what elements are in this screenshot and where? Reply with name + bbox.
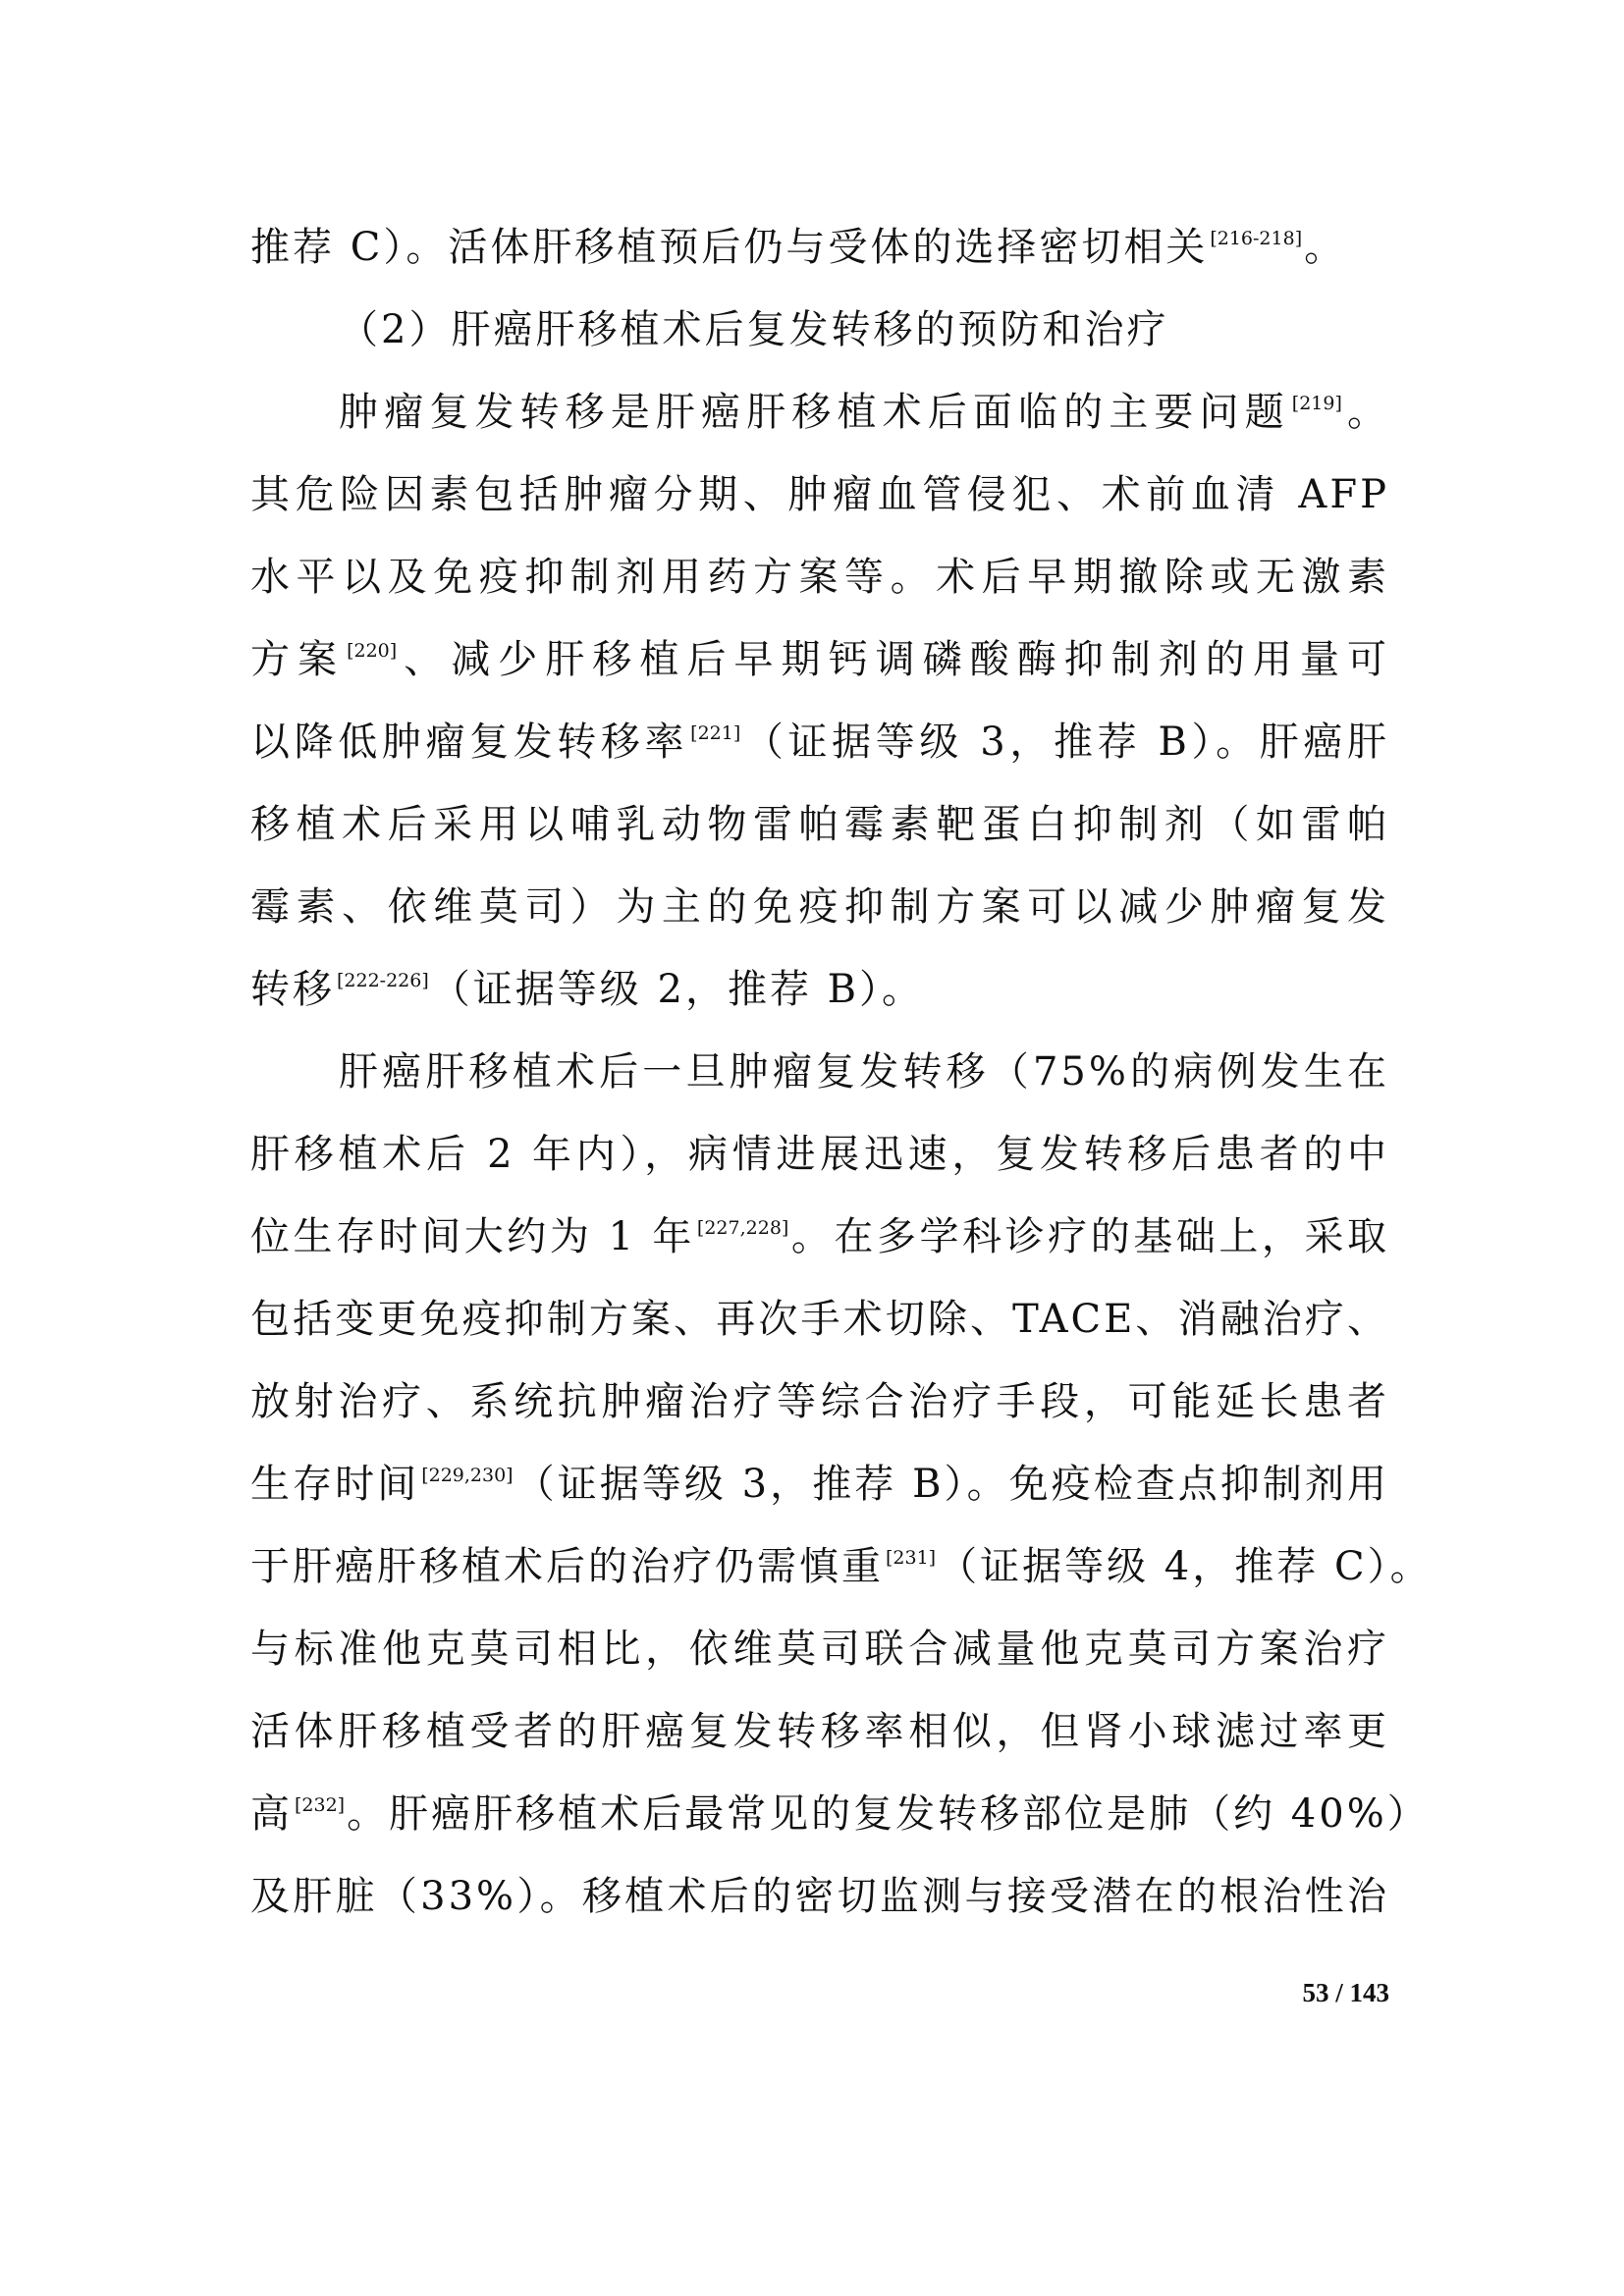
citation-ref: [232] bbox=[295, 1794, 346, 1816]
citation-ref: [227,228] bbox=[696, 1217, 789, 1239]
citation-ref: [229,230] bbox=[421, 1465, 514, 1486]
text-line: 包括变更免疫抑制方案、再次手术切除、TACE、消融治疗、 bbox=[250, 1297, 1389, 1342]
text-line: 霉素、依维莫司）为主的免疫抑制方案可以减少肿瘤复发 bbox=[250, 884, 1389, 930]
text-line bbox=[250, 1196, 1389, 1278]
text-line: 与标准他克莫司相比，依维莫司联合减量他克莫司方案治疗 bbox=[250, 1627, 1389, 1672]
text-line: 肝移植术后 2 年内），病情进展迅速，复发转移后患者的中 bbox=[250, 1132, 1389, 1177]
text-segment: 生存时间 bbox=[250, 1462, 420, 1507]
text-segment: 。 bbox=[1304, 225, 1347, 270]
text-line: 肝癌肝移植术后一旦肿瘤复发转移（75%的病例发生在 bbox=[339, 1049, 1389, 1095]
text-segment: 肿瘤复发转移是肝癌肝移植术后面临的主要问题 bbox=[339, 390, 1290, 435]
text-segment: 。 bbox=[1343, 390, 1390, 435]
text-line bbox=[250, 1525, 1433, 1608]
citation-ref: [222-226] bbox=[337, 970, 429, 991]
text-line: 其危险因素包括肿瘤分期、肿瘤血管侵犯、术前血清 AFP bbox=[250, 472, 1389, 517]
text-segment: 转移 bbox=[250, 967, 335, 1012]
citation-ref: [231] bbox=[886, 1547, 937, 1569]
text-segment: 方案 bbox=[250, 637, 346, 682]
text-segment: 推荐 C）。活体肝移植预后仍与受体的选择密切相关 bbox=[250, 225, 1209, 270]
text-segment: 以降低肿瘤复发转移率 bbox=[250, 720, 689, 765]
citation-ref: [221] bbox=[690, 722, 741, 744]
citation-ref: [216-218] bbox=[1210, 228, 1303, 249]
text-segment: 、减少肝移植后早期钙调磷酸酶抑制剂的用量可 bbox=[399, 637, 1390, 682]
text-line bbox=[250, 1443, 1389, 1525]
text-line: 活体肝移植受者的肝癌复发转移率相似，但肾小球滤过率更 bbox=[250, 1709, 1389, 1754]
text-segment: 位生存时间大约为 1 年 bbox=[250, 1214, 695, 1259]
citation-ref: [219] bbox=[1291, 393, 1342, 414]
text-line: 水平以及免疫抑制剂用药方案等。术后早期撤除或无激素 bbox=[250, 555, 1389, 600]
text-segment: 高 bbox=[250, 1791, 293, 1837]
text-line: 放射治疗、系统抗肿瘤治疗等综合治疗手段，可能延长患者 bbox=[250, 1379, 1389, 1424]
text-line bbox=[250, 948, 1389, 1031]
text-line: 及肝脏（33%）。移植术后的密切监测与接受潜在的根治性治 bbox=[250, 1874, 1389, 1919]
text-line bbox=[339, 371, 1389, 454]
text-segment: （证据等级 2，推荐 B）。 bbox=[430, 967, 925, 1012]
text-segment: （证据等级 3，推荐 B）。免疫检查点抑制剂用 bbox=[514, 1462, 1390, 1507]
text-line bbox=[250, 206, 1389, 289]
text-segment: 。肝癌肝移植术后最常见的复发转移部位是肺（约 40%） bbox=[347, 1791, 1430, 1837]
text-segment: 于肝癌肝移植术后的治疗仍需慎重 bbox=[250, 1544, 884, 1589]
citation-ref: [220] bbox=[347, 640, 398, 662]
section-heading: （2）肝癌肝移植术后复发转移的预防和治疗 bbox=[339, 307, 1169, 352]
text-segment: 。在多学科诊疗的基础上，采取 bbox=[790, 1214, 1390, 1259]
text-segment: （证据等级 4，推荐 C）。 bbox=[938, 1544, 1433, 1589]
text-segment: （证据等级 3，推荐 B）。肝癌肝 bbox=[742, 720, 1390, 765]
text-line bbox=[250, 701, 1389, 783]
text-line bbox=[250, 618, 1389, 701]
text-line bbox=[250, 1773, 1430, 1855]
page-number: 53 / 143 bbox=[1302, 1978, 1389, 2007]
text-line: 移植术后采用以哺乳动物雷帕霉素靶蛋白抑制剂（如雷帕 bbox=[250, 802, 1389, 847]
